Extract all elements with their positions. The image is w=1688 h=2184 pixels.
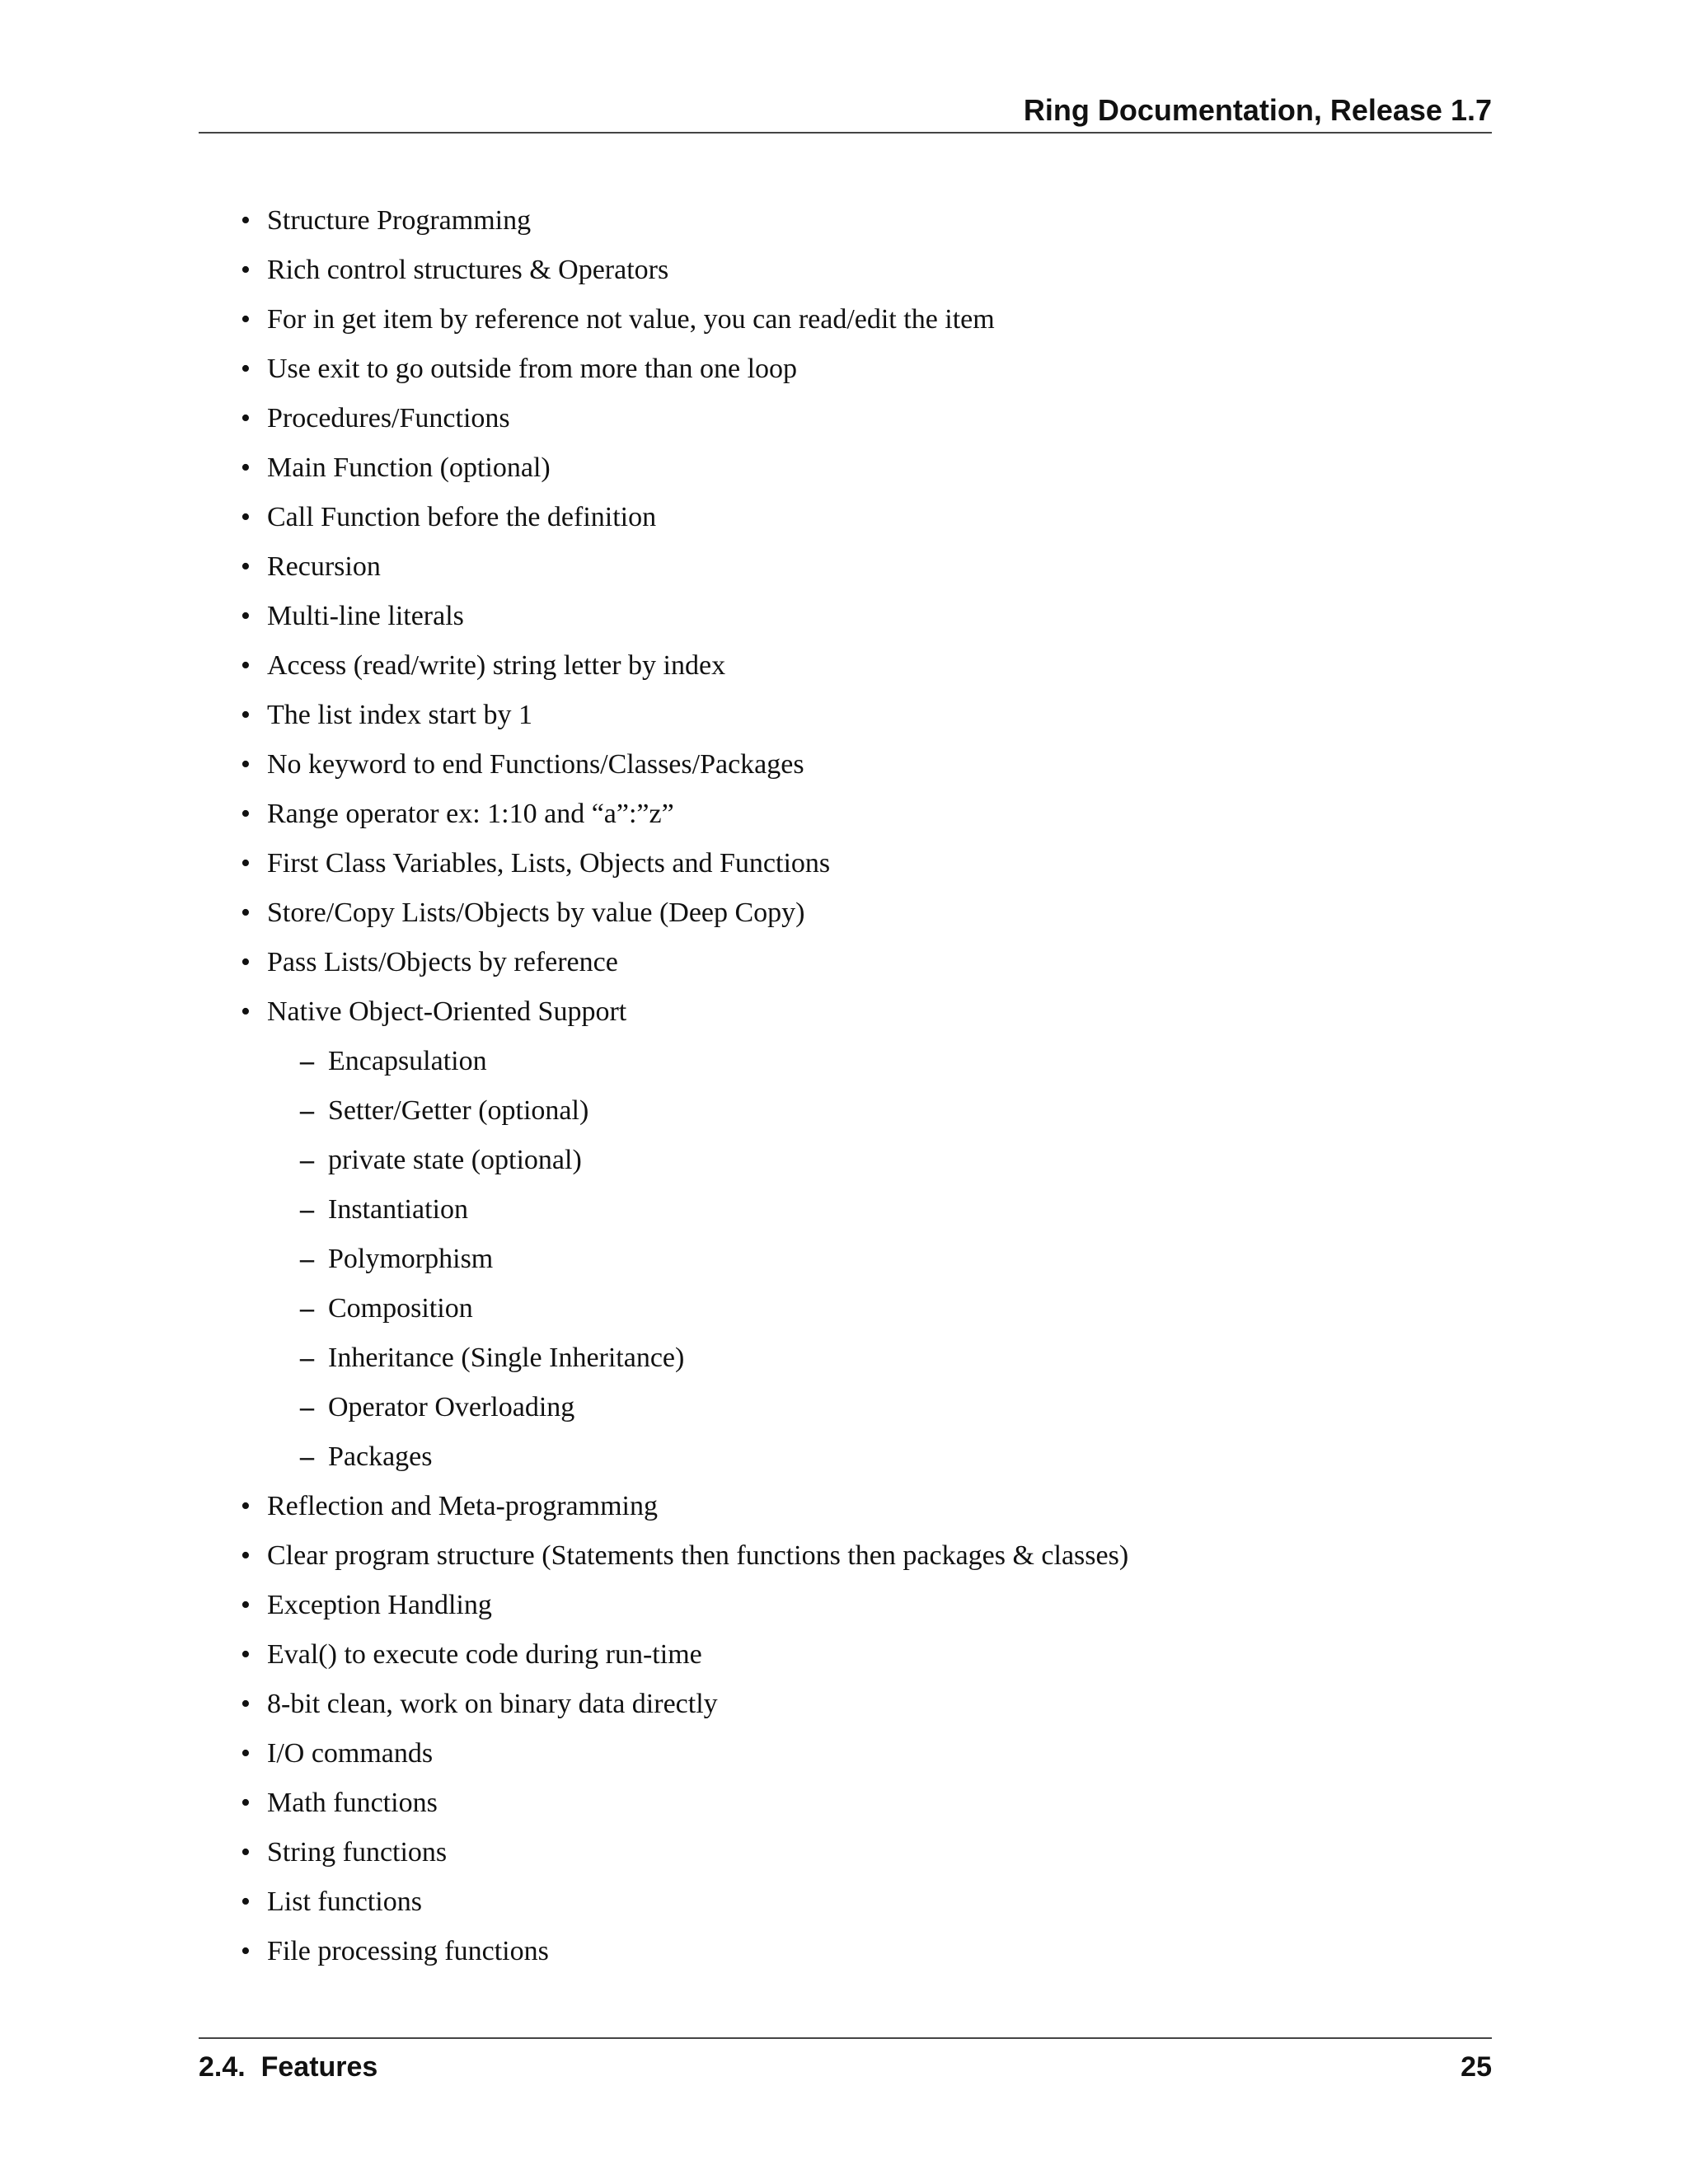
bullet-icon: • (241, 1837, 251, 1868)
page-header (199, 91, 1492, 134)
sublist-item-text: Polymorphism (328, 1244, 494, 1274)
list-item (241, 394, 1477, 443)
bullet-icon: • (241, 848, 251, 879)
sublist-item (300, 1383, 1477, 1432)
dash-icon: – (300, 1441, 314, 1472)
bullet-icon: • (241, 1738, 251, 1769)
features-content (241, 196, 1477, 1976)
list-item (241, 740, 1477, 790)
sublist-item-text: Composition (328, 1293, 473, 1324)
list-item (241, 1729, 1477, 1779)
bullet-icon: • (241, 1540, 251, 1571)
list-item (241, 938, 1477, 987)
list-item-text: Clear program structure (Statements then functions then packages & classes) (267, 1540, 1129, 1571)
sublist-item-text: Inheritance (Single Inheritance) (328, 1343, 685, 1373)
dash-icon: – (300, 1194, 314, 1225)
bullet-icon: • (241, 1491, 251, 1521)
bullet-icon: • (241, 898, 251, 928)
list-item-text: Recursion (267, 551, 381, 582)
bullet-icon: • (241, 502, 251, 532)
bullet-icon: • (241, 304, 251, 335)
footer-section-title: 2.4. Features (199, 2051, 378, 2083)
list-item (241, 888, 1477, 938)
bullet-icon: • (241, 1936, 251, 1966)
bullet-icon: • (241, 403, 251, 434)
dash-icon: – (300, 1046, 314, 1076)
list-item (241, 1482, 1477, 1531)
list-item-text: Structure Programming (267, 205, 532, 236)
list-item (241, 691, 1477, 740)
list-item-text: The list index start by 1 (267, 700, 533, 730)
bullet-icon: • (241, 1590, 251, 1620)
page-footer (199, 2037, 1492, 2088)
sublist-item (300, 1235, 1477, 1284)
list-item (241, 295, 1477, 344)
dash-icon: – (300, 1244, 314, 1274)
list-item (241, 641, 1477, 691)
list-item (241, 1877, 1477, 1927)
list-item-text: Multi-line literals (267, 601, 464, 631)
sublist-item (300, 1333, 1477, 1383)
bullet-icon: • (241, 452, 251, 483)
sublist-item-text: Setter/Getter (optional) (328, 1095, 589, 1126)
list-item (241, 1927, 1477, 1976)
list-item-text: File processing functions (267, 1936, 549, 1966)
list-item-text: Use exit to go outside from more than one loop (267, 354, 798, 384)
list-item (241, 246, 1477, 295)
sublist-item (300, 1185, 1477, 1235)
list-item-text: Main Function (optional) (267, 452, 551, 483)
sublist-item-text: Instantiation (328, 1194, 468, 1225)
page-number: 25 (1461, 2051, 1492, 2083)
list-item (241, 493, 1477, 542)
list-item-text: 8-bit clean, work on binary data directly (267, 1689, 718, 1719)
list-item-text: Store/Copy Lists/Objects by value (Deep Copy) (267, 898, 805, 928)
bullet-icon: • (241, 799, 251, 829)
list-item-text: Rich control structures & Operators (267, 255, 669, 285)
list-item (241, 443, 1477, 493)
list-item-text: Reflection and Meta-programming (267, 1491, 658, 1521)
list-item (241, 1630, 1477, 1680)
list-item (241, 542, 1477, 592)
oop-sublist (300, 1037, 1477, 1482)
bullet-icon: • (241, 601, 251, 631)
list-item (241, 790, 1477, 839)
sublist-item-text: Encapsulation (328, 1046, 487, 1076)
bullet-icon: • (241, 700, 251, 730)
dash-icon: – (300, 1343, 314, 1373)
list-item (241, 592, 1477, 641)
document-title: Ring Documentation, Release 1.7 (1023, 93, 1492, 127)
list-item-text: For in get item by reference not value, you can read/edit the item (267, 304, 995, 335)
list-item (241, 196, 1477, 246)
list-item-text: Pass Lists/Objects by reference (267, 947, 618, 977)
dash-icon: – (300, 1095, 314, 1126)
list-item-text: Exception Handling (267, 1590, 492, 1620)
dash-icon: – (300, 1145, 314, 1175)
list-item-text: Procedures/Functions (267, 403, 510, 434)
bullet-icon: • (241, 749, 251, 780)
list-item (241, 344, 1477, 394)
list-item (241, 1828, 1477, 1877)
list-item-text: Eval() to execute code during run-time (267, 1639, 702, 1670)
bullet-icon: • (241, 551, 251, 582)
sublist-item-text: Operator Overloading (328, 1392, 575, 1422)
bullet-icon: • (241, 996, 251, 1027)
sublist-item (300, 1086, 1477, 1136)
list-item-text: No keyword to end Functions/Classes/Packages (267, 749, 804, 780)
list-item (241, 1531, 1477, 1581)
sublist-item-text: private state (optional) (328, 1145, 582, 1175)
list-item-text: Math functions (267, 1788, 438, 1818)
list-item-text: List functions (267, 1886, 422, 1917)
list-item-text: I/O commands (267, 1738, 434, 1769)
sublist-item (300, 1136, 1477, 1185)
bullet-icon: • (241, 1639, 251, 1670)
bullet-icon: • (241, 947, 251, 977)
bullet-icon: • (241, 1689, 251, 1719)
list-item (241, 1581, 1477, 1630)
list-item-text: First Class Variables, Lists, Objects and Functions (267, 848, 831, 879)
bullet-icon: • (241, 205, 251, 236)
sublist-item (300, 1284, 1477, 1333)
list-item-text: Range operator ex: 1:10 and “a”:”z” (267, 799, 674, 829)
list-item (241, 839, 1477, 888)
bullet-icon: • (241, 255, 251, 285)
bullet-icon: • (241, 354, 251, 384)
sublist-item (300, 1432, 1477, 1482)
list-item (241, 1680, 1477, 1729)
bullet-icon: • (241, 1886, 251, 1917)
list-item-text: Native Object-Oriented Support (267, 996, 627, 1027)
list-item-text: Access (read/write) string letter by index (267, 650, 726, 681)
bullet-icon: • (241, 650, 251, 681)
list-item-text: Call Function before the definition (267, 502, 657, 532)
sublist-item (300, 1037, 1477, 1086)
dash-icon: – (300, 1392, 314, 1422)
bullet-icon: • (241, 1788, 251, 1818)
list-item-text: String functions (267, 1837, 448, 1868)
list-item (241, 1779, 1477, 1828)
features-list (241, 196, 1477, 1976)
dash-icon: – (300, 1293, 314, 1324)
sublist-item-text: Packages (328, 1441, 433, 1472)
list-item-oop (241, 987, 1477, 1482)
